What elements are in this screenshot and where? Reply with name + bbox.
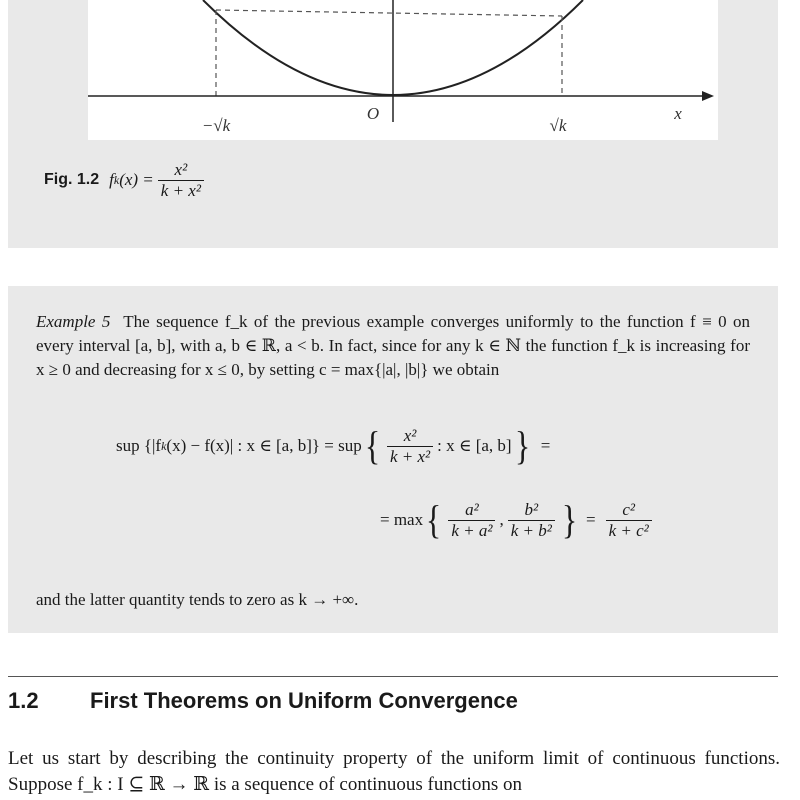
eq1-lhs: sup {|f bbox=[116, 436, 162, 456]
eq2-fraction-a bbox=[448, 500, 495, 540]
eq2-numerator-c: c² bbox=[622, 500, 636, 519]
caption-fraction bbox=[158, 160, 204, 200]
x-axis-arrow bbox=[702, 91, 714, 101]
example-paragraph bbox=[36, 310, 750, 382]
example-label: Example 5 bbox=[36, 312, 111, 331]
eq2-fraction-c bbox=[606, 500, 652, 540]
function-graph bbox=[88, 0, 718, 140]
equation-1 bbox=[116, 423, 551, 469]
equation-2: = max { $\frac{\text{a²}}{\text{k + a²}}$ , $\frac{\text{b²}}{\text{k + b²}}$ } = $\frac{\text{c²}}{\text{k + c²}}$ bbox=[380, 500, 656, 540]
eq1-lhs-sub: k bbox=[161, 438, 167, 453]
dashed-level bbox=[216, 10, 562, 16]
eq2-equals: = bbox=[586, 510, 596, 530]
caption-denominator: k + x² bbox=[158, 180, 204, 201]
eq1-denominator: k + x² bbox=[387, 446, 433, 467]
eq1-lhs-rest: (x) − f(x)| : x ∈ [a, b]} = sup bbox=[166, 436, 362, 456]
section-title: First Theorems on Uniform Convergence bbox=[90, 688, 518, 713]
example-panel bbox=[8, 286, 778, 633]
eq2-numerator-a: a² bbox=[465, 500, 479, 519]
caption-sub: k bbox=[113, 172, 120, 187]
eq2-right-brace: } bbox=[561, 497, 578, 543]
eq2-denominator-a: k + a² bbox=[448, 520, 495, 541]
eq1-fraction bbox=[387, 426, 433, 466]
eq1-left-brace: { bbox=[364, 423, 381, 469]
eq2-denominator-c: k + c² bbox=[606, 520, 652, 541]
figure-plot bbox=[88, 0, 718, 140]
eq1-numerator: x² bbox=[403, 426, 417, 445]
eq1-tail: = bbox=[540, 436, 551, 456]
origin-label: O bbox=[366, 104, 380, 123]
figure-number: Fig. 1.2 bbox=[44, 171, 100, 189]
caption-arg: (x) = bbox=[119, 170, 154, 190]
x-axis-label: x bbox=[674, 104, 682, 123]
eq1-condition: : x ∈ [a, b] bbox=[437, 436, 512, 456]
pos-root-label: √k bbox=[549, 116, 567, 135]
eq2-numerator-b: b² bbox=[524, 500, 539, 519]
eq2-denominator-b: k + b² bbox=[508, 520, 555, 541]
body-text: Let us start by describing the continuity property of the uniform limit of continuous functions. Suppose f_k : I ⊆ ℝ → ℝ is a sequence of continuous functions on bbox=[8, 748, 780, 795]
caption-lhs: f bbox=[109, 170, 114, 190]
eq2-start: = max bbox=[380, 510, 424, 530]
example-body: The sequence f_k of the previous example converges uniformly to the function f ≡ 0 on every interval [a, b], with a, b ∈ ℝ, a < b. In fact, since for any k ∈ ℕ the function f_k is increasing for x ≥ 0 and decreasing for x ≤ 0, by setting c = max{|a|, |b|} we obtain bbox=[36, 312, 751, 379]
example-conclusion: and the latter quantity tends to zero as k → +∞. bbox=[36, 590, 359, 609]
body-paragraph bbox=[8, 746, 780, 798]
figure-caption bbox=[44, 160, 208, 200]
eq2-left-brace: { bbox=[426, 497, 442, 543]
figure-panel bbox=[8, 0, 778, 248]
eq1-right-brace: } bbox=[514, 423, 530, 469]
section-divider bbox=[8, 676, 778, 677]
caption-numerator: x² bbox=[174, 160, 188, 179]
eq2-fraction-b bbox=[508, 500, 555, 540]
section-number: 1.2 bbox=[8, 688, 39, 713]
neg-root-label: −√k bbox=[201, 116, 231, 135]
